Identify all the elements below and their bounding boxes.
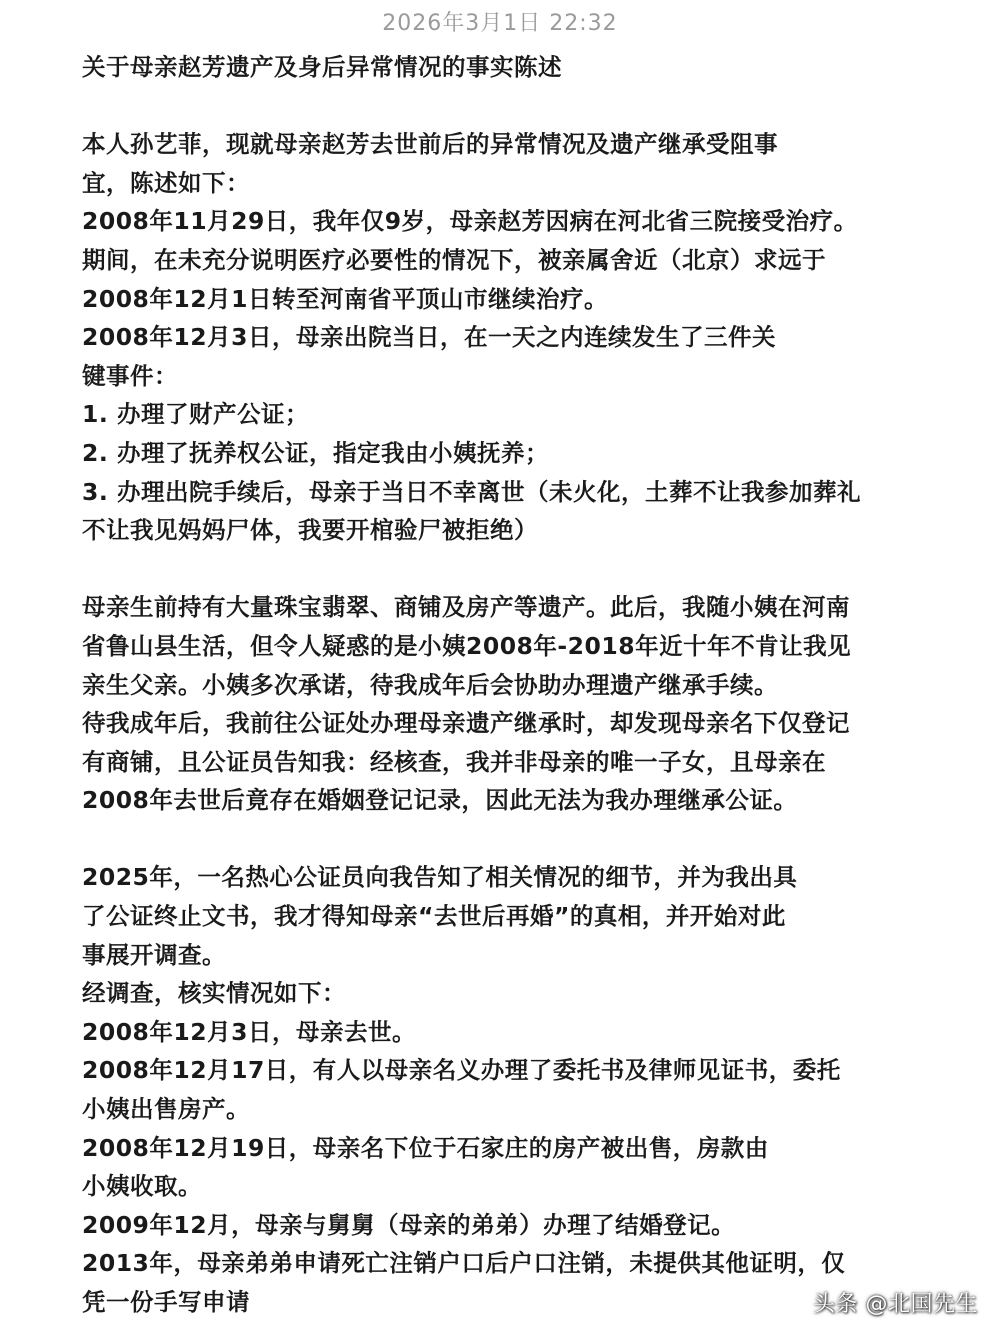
- paragraph-gap: [82, 550, 912, 589]
- text-line: 了公证终止文书，我才得知母亲“去世后再婚”的真相，并开始对此: [82, 902, 786, 931]
- text-line: 待我成年后，我前往公证处办理母亲遗产继承时，却发现母亲名下仅登记: [82, 709, 850, 738]
- source-watermark: 头条 @北国先生: [813, 1292, 978, 1317]
- document-title: 关于母亲赵芳遗产及身后异常情况的事实陈述: [82, 53, 562, 81]
- text-line: 亲生父亲。小姨多次承诺，待我成年后会协助办理遗产继承手续。: [82, 670, 778, 699]
- text-line: 母亲生前持有大量珠宝翡翠、商铺及房产等遗产。此后，我随小姨在河南: [82, 593, 850, 622]
- paragraph-gap: [82, 87, 912, 126]
- list-item: 3. 办理出院手续后，母亲于当日不幸离世（未火化，土葬不让我参加葬礼: [82, 477, 861, 506]
- text-line: 2009年12月，母亲与舅舅（母亲的弟弟）办理了结婚登记。: [82, 1210, 736, 1239]
- text-line: 有商铺，且公证员告知我：经核查，我并非母亲的唯一子女，且母亲在: [82, 747, 826, 776]
- text-line: 2008年去世后竟存在婚姻登记记录，因此无法为我办理继承公证。: [82, 786, 798, 815]
- text-line: 2008年12月19日，母亲名下位于石家庄的房产被出售，房款由: [82, 1133, 769, 1162]
- emphasis-line: 凭一份手写申请: [82, 1288, 250, 1316]
- text-line: 经调查，核实情况如下：: [82, 979, 346, 1008]
- intro-line: 宜，陈述如下：: [82, 168, 250, 197]
- paragraph-gap: [82, 820, 912, 859]
- intro-line: 本人孙艺菲，现就母亲赵芳去世前后的异常情况及遗产继承受阻事: [82, 130, 778, 159]
- text-line: 事展开调查。: [82, 940, 226, 969]
- text-line: 键事件：: [82, 361, 178, 390]
- text-line: 期间，在未充分说明医疗必要性的情况下，被亲属舍近（北京）求远于: [82, 245, 826, 274]
- text-line: 2008年12月17日，有人以母亲名义办理了委托书及律师见证书，委托: [82, 1056, 841, 1085]
- message-timestamp: 2026年3月1日 22:32: [382, 11, 618, 36]
- text-line: 2008年12月3日，母亲去世。: [82, 1017, 416, 1046]
- list-item: 2. 办理了抚养权公证，指定我由小姨抚养；: [82, 438, 549, 467]
- text-line: 省鲁山县生活，但令人疑惑的是小姨2008年-2018年近十年不肯让我见: [82, 631, 852, 660]
- statement-document: [82, 48, 912, 1322]
- text-line: 2008年12月1日转至河南省平顶山市继续治疗。: [82, 284, 608, 313]
- text-line: 2025年，一名热心公证员向我告知了相关情况的细节，并为我出具: [82, 863, 798, 892]
- emphasis-line: 2013年，母亲弟弟申请死亡注销户口后户口注销，未提供其他证明，仅: [82, 1249, 846, 1278]
- text-line: 2008年12月3日，母亲出院当日，在一天之内连续发生了三件关: [82, 323, 776, 352]
- list-item: 1. 办理了财产公证；: [82, 400, 309, 429]
- text-line: 不让我见妈妈尸体，我要开棺验尸被拒绝）: [82, 516, 538, 545]
- text-line: 2008年11月29日，我年仅9岁，母亲赵芳因病在河北省三院接受治疗。: [82, 207, 858, 236]
- text-line: 小姨出售房产。: [82, 1095, 250, 1124]
- text-line: 小姨收取。: [82, 1172, 202, 1201]
